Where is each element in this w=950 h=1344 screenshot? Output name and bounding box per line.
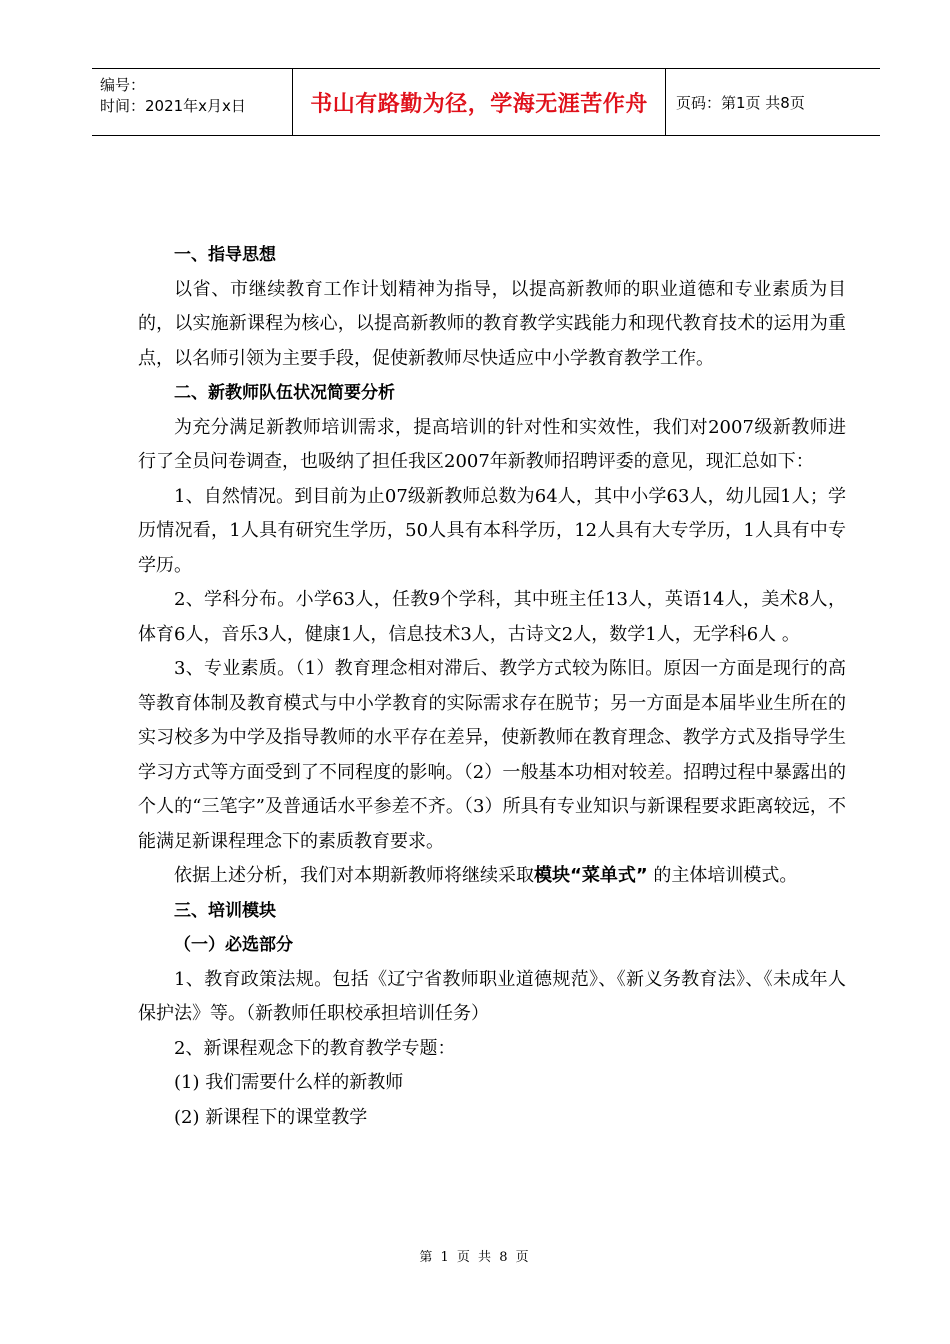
paragraph: 2、新课程观念下的教育教学专题： <box>174 1037 456 1059</box>
header-page-info: 页码：第1页 共8页 <box>676 93 805 112</box>
paragraph: 1、自然情况。到目前为止07级新教师总数为64人，其中小学63人，幼儿园1人；学历情况看，1人具有研究生学历，50人具有本科学历，12人具有大专学历，1人具有中专学历。 <box>138 485 846 576</box>
paragraph: 以省、市继续教育工作计划精神为指导，以提高新教师的职业道德和专业素质为目的，以实施新课程为核心，以提高新教师的教育教学实践能力和现代教育技术的运用为重点，以名师引领为主要手段，促使新教师尽快适应中小学教育教学工作。 <box>138 278 846 369</box>
document-body <box>138 238 846 1135</box>
header-meta-cell <box>92 69 293 135</box>
section-heading-1: 一、指导思想 <box>174 245 276 265</box>
list-item: (2) 新课程下的课堂教学 <box>174 1106 368 1128</box>
paragraph: 1、教育政策法规。包括《辽宁省教师职业道德规范》、《新义务教育法》、《未成年人保护法》等。（新教师任职校承担培训任务） <box>138 968 846 1024</box>
paragraph-training-mode <box>138 859 846 894</box>
section-heading-2: 二、新教师队伍状况简要分析 <box>174 383 395 403</box>
page-footer: 第 1 页 共 8 页 <box>419 1250 531 1265</box>
list-item: (1) 我们需要什么样的新教师 <box>174 1072 404 1093</box>
paragraph: 2、学科分布。小学63人，任教9个学科，其中班主任13人，英语14人，美术8人，体育6人，音乐3人，健康1人，信息技术3人，古诗文2人，数学1人，无学科6人 。 <box>138 589 846 645</box>
paragraph: 为充分满足新教师培训需求，提高培训的针对性和实效性，我们对2007级新教师进行了全员问卷调查，也吸纳了担任我区2007年新教师招聘评委的意见，现汇总如下： <box>138 416 846 472</box>
subsection-heading: （一）必选部分 <box>174 935 293 955</box>
serial-number-label: 编号： <box>100 76 146 94</box>
header-motto: 书山有路勤为径，学海无涯苦作舟 <box>293 69 666 135</box>
text-span: 依据上述分析，我们对本期新教师将继续采取 <box>174 865 534 886</box>
section-heading-3: 三、培训模块 <box>174 900 276 921</box>
text-span: 的主体培训模式。 <box>647 865 798 886</box>
page-header <box>92 68 880 136</box>
bold-text: 模块“菜单式” <box>534 865 648 886</box>
time-label: 时间：2021年x月x日 <box>100 97 246 115</box>
paragraph: 3、专业素质。（1）教育理念相对滞后、教学方式较为陈旧。原因一方面是现行的高等教育体制及教育模式与中小学教育的实际需求存在脱节；另一方面是本届毕业生所在的实习校多为中学及指导教师的水平存在差异，使新教师在教育理念、教学方式及指导学生学习方式等方面受到了不同程度的影响。（2）一般基本功相对较差。招聘过程中暴露出的个人的“三笔字”及普通话水平参差不齐。（3）所具有专业知识与新课程要求距离较远，不能满足新课程理念下的素质教育要求。 <box>138 658 846 852</box>
